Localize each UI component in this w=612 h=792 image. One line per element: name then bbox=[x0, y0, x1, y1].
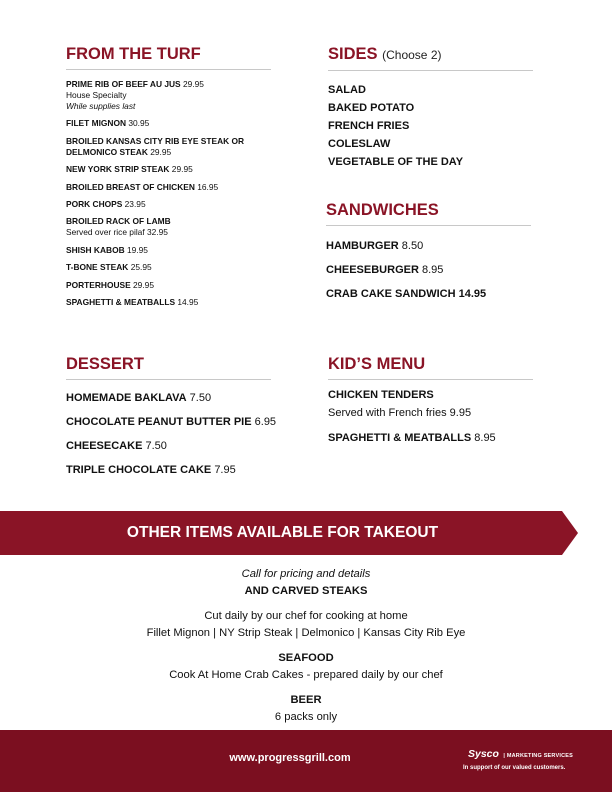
item-name: SHISH KABOB bbox=[66, 244, 125, 255]
takeout-banner bbox=[0, 511, 578, 555]
item-name: FILET MIGNON bbox=[66, 118, 127, 129]
menu-item bbox=[66, 216, 271, 238]
steaks-heading: AND CARVED STEAKS bbox=[244, 585, 368, 597]
menu-item bbox=[66, 136, 271, 158]
menu-item bbox=[66, 280, 271, 291]
item-price: 23.95 bbox=[124, 198, 146, 209]
sandwiches-section bbox=[326, 200, 531, 306]
seafood-heading: SEAFOOD bbox=[278, 652, 334, 664]
list-item: VEGETABLE OF THE DAY bbox=[328, 156, 464, 168]
footer bbox=[0, 730, 612, 792]
sandwiches-title: SANDWICHES bbox=[326, 201, 439, 219]
sides-subtitle: (Choose 2) bbox=[382, 48, 442, 62]
steaks-line-2: Fillet Mignon | NY Strip Steak | Delmonico | Kansas City Rib Eye bbox=[146, 627, 466, 639]
dessert-section bbox=[66, 354, 277, 482]
item-name: CHEESECAKE bbox=[66, 440, 143, 452]
sysco-logo bbox=[468, 744, 573, 762]
sides-title-text: SIDES bbox=[328, 45, 378, 63]
spacer bbox=[0, 600, 612, 608]
item-price: 8.95 bbox=[421, 264, 444, 276]
menu-item bbox=[66, 386, 271, 410]
item-desc: Served over rice pilaf 32.95 bbox=[66, 227, 168, 238]
dessert-divider bbox=[66, 379, 271, 380]
item-price: 29.95 bbox=[171, 164, 193, 175]
item-name: PRIME RIB OF BEEF AU JUS bbox=[66, 79, 181, 89]
item-price: 29.95 bbox=[182, 79, 204, 89]
item-name-cont: DELMONICO STEAK bbox=[66, 146, 148, 157]
item-price: 19.95 bbox=[126, 244, 148, 255]
item-name: CRAB CAKE SANDWICH 14.95 bbox=[326, 288, 487, 300]
item-name: PORK CHOPS bbox=[66, 198, 123, 209]
item-price: 29.95 bbox=[133, 279, 154, 290]
takeout-details bbox=[0, 566, 612, 726]
menu-item bbox=[66, 297, 271, 308]
menu-item bbox=[326, 258, 531, 282]
turf-divider bbox=[66, 69, 271, 70]
kids-section bbox=[328, 354, 533, 454]
menu-item bbox=[66, 245, 271, 256]
item-name: PORTERHOUSE bbox=[66, 279, 131, 290]
item-name: CHICKEN TENDERS bbox=[328, 389, 434, 401]
menu-item bbox=[328, 386, 533, 422]
item-name: HOMEMADE BAKLAVA bbox=[66, 392, 187, 404]
takeout-intro: Call for pricing and details bbox=[241, 568, 371, 580]
sandwiches-divider bbox=[326, 225, 531, 226]
turf-list bbox=[66, 79, 271, 308]
sandwiches-list bbox=[326, 234, 531, 306]
item-name: BROILED BREAST OF CHICKEN bbox=[66, 181, 195, 192]
sides-list bbox=[328, 81, 533, 171]
item-name: BROILED RACK OF LAMB bbox=[66, 216, 171, 227]
item-price: 7.50 bbox=[189, 392, 212, 404]
item-name: SPAGHETTI & MEATBALLS bbox=[328, 432, 472, 444]
item-desc: House Specialty bbox=[66, 90, 127, 100]
item-name: HAMBURGER bbox=[326, 240, 399, 252]
list-item: SALAD bbox=[328, 84, 366, 96]
brand-name: Sysco bbox=[468, 748, 499, 760]
dessert-title: DESSERT bbox=[66, 355, 144, 373]
menu-item bbox=[66, 262, 271, 273]
beer-heading: BEER bbox=[290, 694, 322, 706]
item-price: 16.95 bbox=[197, 181, 219, 192]
item-name: NEW YORK STRIP STEAK bbox=[66, 164, 170, 175]
item-price: 29.95 bbox=[150, 146, 172, 157]
menu-item bbox=[66, 410, 277, 434]
item-name: CHOCOLATE PEANUT BUTTER PIE bbox=[66, 416, 252, 428]
website-link[interactable]: www.progressgrill.com bbox=[229, 752, 351, 764]
menu-item bbox=[66, 164, 271, 175]
list-item: COLESLAW bbox=[328, 138, 391, 150]
item-name: SPAGHETTI & MEATBALLS bbox=[66, 296, 176, 307]
menu-item bbox=[66, 118, 271, 129]
item-price: 7.95 bbox=[214, 464, 236, 476]
menu-item bbox=[66, 434, 271, 458]
menu-item bbox=[66, 182, 271, 193]
item-price: 30.95 bbox=[128, 118, 150, 129]
item-price: 8.50 bbox=[401, 240, 424, 252]
menu-item bbox=[326, 234, 531, 258]
kids-divider bbox=[328, 379, 533, 380]
spacer bbox=[0, 642, 612, 650]
sides-section bbox=[328, 44, 533, 171]
item-price: 14.95 bbox=[177, 296, 199, 307]
sides-divider bbox=[328, 70, 533, 71]
item-name: T-BONE STEAK bbox=[66, 262, 129, 273]
beer-line: 6 packs only bbox=[274, 711, 338, 723]
banner-title: OTHER ITEMS AVAILABLE FOR TAKEOUT bbox=[126, 524, 439, 541]
item-price: 6.95 bbox=[254, 416, 277, 428]
menu-item bbox=[66, 79, 271, 112]
dessert-list bbox=[66, 386, 277, 482]
menu-item bbox=[328, 429, 533, 447]
list-item: FRENCH FRIES bbox=[328, 120, 410, 132]
item-price: 7.50 bbox=[145, 440, 167, 452]
menu-item bbox=[326, 282, 531, 306]
item-name: TRIPLE CHOCOLATE CAKE bbox=[66, 464, 212, 476]
sides-title bbox=[328, 44, 533, 65]
item-name: BROILED KANSAS CITY RIB EYE STEAK OR bbox=[66, 135, 245, 146]
item-price: 25.95 bbox=[130, 262, 152, 273]
item-desc: Served with French fries 9.95 bbox=[328, 407, 472, 419]
spacer bbox=[0, 684, 612, 692]
steaks-line-1: Cut daily by our chef for cooking at home bbox=[204, 610, 408, 622]
menu-item bbox=[66, 458, 271, 482]
menu-item bbox=[66, 199, 271, 210]
list-item: BAKED POTATO bbox=[328, 102, 415, 114]
kids-title: KID’S MENU bbox=[328, 355, 426, 373]
item-price: 8.95 bbox=[474, 432, 496, 444]
seafood-line: Cook At Home Crab Cakes - prepared daily by our chef bbox=[169, 669, 443, 681]
item-name: CHEESEBURGER bbox=[326, 264, 419, 276]
turf-section bbox=[66, 44, 271, 314]
brand-sub: | MARKETING SERVICES bbox=[503, 753, 574, 759]
footer-tagline: In support of our valued customers. bbox=[463, 765, 566, 771]
kids-list bbox=[328, 386, 533, 447]
turf-title: FROM THE TURF bbox=[66, 45, 201, 63]
item-note: While supplies last bbox=[66, 101, 136, 111]
